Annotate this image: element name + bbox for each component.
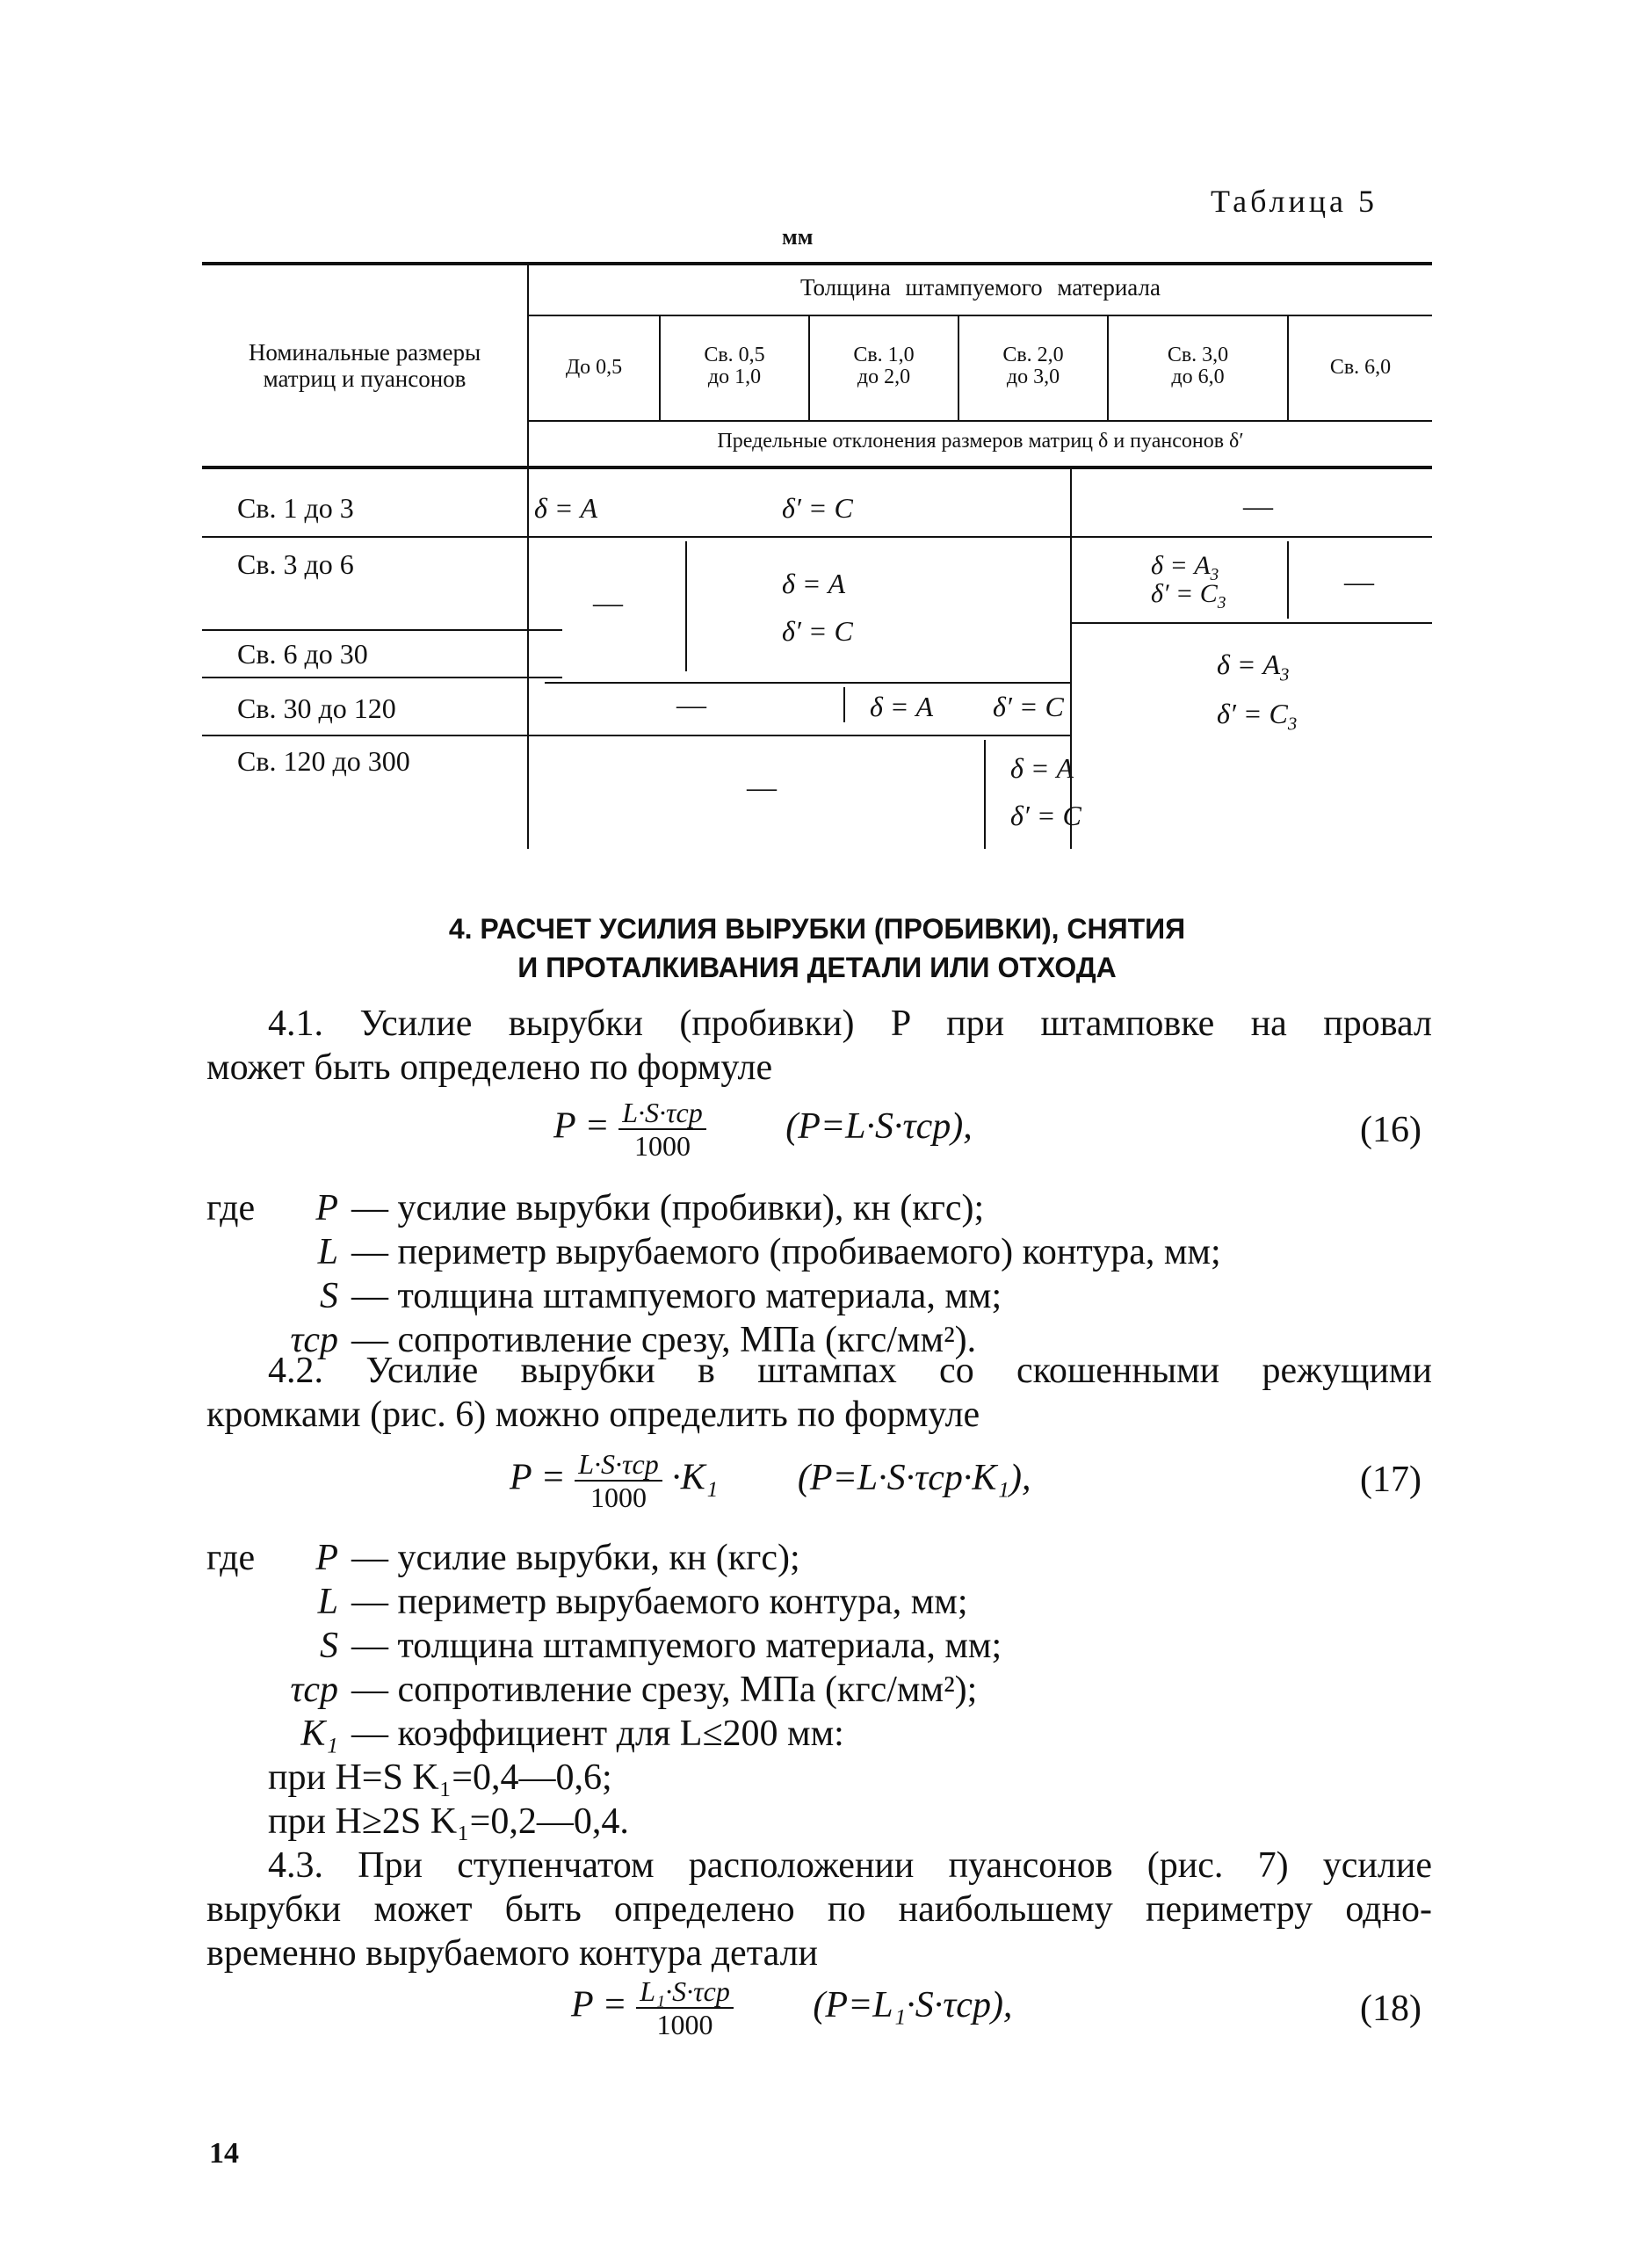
where16-sym-1: L: [317, 1232, 338, 1272]
p41-line2: может быть определено по формуле: [206, 1047, 773, 1088]
p43-line1: 4.3. При ступенчатом расположении пуансонов (рис. 7) усилие: [268, 1845, 1432, 1886]
body-vertical-right: [1070, 469, 1072, 849]
col-3-0-to-6-0: [1109, 344, 1287, 388]
r2-delta-a: δ = A: [782, 568, 846, 599]
formula-18-number: (18): [1360, 1989, 1421, 2029]
r4-delta-prime-c: δ′ = C: [993, 691, 1064, 722]
where16-desc-0: — усилие вырубки (пробивки), кн (кгс);: [351, 1188, 985, 1228]
r1-dash: —: [1243, 490, 1273, 523]
row-label-120-300: Св. 120 до 300: [237, 745, 410, 777]
f16-denominator: 1000: [633, 1130, 691, 1162]
formula-18: [571, 1975, 1012, 2040]
f16-alt: (P=L·S·τср),: [785, 1105, 973, 1147]
body-vertical-row4: [843, 687, 845, 722]
where17-desc-3: — сопротивление срезу, МПа (кгс/мм²);: [351, 1670, 978, 1710]
row-rule-3-left: [202, 677, 562, 678]
f17-alt: (P=L·S·τср·K₁),: [797, 1457, 1031, 1498]
header-bottom-rule: [202, 466, 1432, 469]
stub-vertical-rule: [527, 262, 529, 849]
where16-row-2: [206, 1274, 1436, 1318]
col-over-6-0: [1289, 357, 1432, 379]
where-list-16: [206, 1186, 1436, 1362]
formula-16-number: (16): [1360, 1110, 1421, 1150]
where17-case-0: [206, 1756, 1436, 1800]
where17-sym-1: L: [317, 1582, 338, 1622]
f18-alt: (P=L₁·S·τср),: [813, 1984, 1013, 2025]
r2-a3-sub: 3: [1210, 565, 1219, 584]
r3-delta-prime-c3-text: δ′ = C: [1217, 698, 1288, 729]
rule-under-thickness: [529, 315, 1432, 316]
r3-delta-prime-c3: [1217, 696, 1297, 742]
row-rule-1: [202, 536, 1432, 538]
header-nominal-sizes: [202, 339, 527, 392]
p43-line2: вырубки может быть определено по наибольшему периметру одно-: [206, 1889, 1432, 1930]
col-5-line1: Св. 3,0: [1167, 344, 1229, 366]
r3-delta-a3-text: δ = A: [1217, 649, 1281, 680]
r2-delta-prime-c3: [1151, 580, 1226, 618]
where-list-17: [206, 1536, 1436, 1844]
paragraph-4-2: [206, 1349, 1432, 1437]
r4-dash: —: [676, 689, 706, 721]
where17-lead: где: [206, 1538, 256, 1578]
where17-sym-3: τср: [290, 1670, 338, 1710]
col-3-line2: до 2,0: [857, 366, 911, 388]
col-1-0-to-2-0: [810, 344, 958, 388]
col-1-line1: До 0,5: [565, 356, 623, 379]
where17-row-3: [206, 1668, 1436, 1712]
f18-fraction: [636, 1975, 734, 2040]
r2-delta-prime-c3-text: δ′ = C: [1151, 579, 1218, 608]
header-nominal-line1: Номинальные размеры: [248, 339, 481, 366]
f18-lhs: P =: [571, 1984, 627, 2025]
where17-desc-1: — периметр вырубаемого контура, мм;: [351, 1582, 968, 1622]
where17-desc-2: — толщина штампуемого материала, мм;: [351, 1626, 1002, 1666]
where17-sym-0: P: [315, 1538, 338, 1578]
where17-row-4: [206, 1712, 1436, 1756]
f17-multiplier: ·K₁: [671, 1457, 719, 1498]
where16-sym-0: P: [315, 1188, 338, 1228]
body-vertical-row2: [685, 541, 687, 671]
row-rule-4: [202, 735, 1072, 736]
col-3-line1: Св. 1,0: [853, 344, 915, 366]
section-heading-line2: И ПРОТАЛКИВАНИЯ ДЕТАЛИ ИЛИ ОТХОДА: [517, 952, 1117, 983]
f17-lhs: P =: [510, 1457, 566, 1498]
p42-line2: кромками (рис. 6) можно определить по формуле: [206, 1395, 980, 1435]
row-label-30-120: Св. 30 до 120: [237, 692, 396, 724]
r2-dash-left: —: [593, 587, 623, 620]
r3-a3-sub: 3: [1280, 664, 1290, 685]
col-0-5-to-1-0: [661, 344, 808, 388]
where17-sym-2: S: [320, 1626, 338, 1666]
row-rule-2-right: [1072, 622, 1432, 624]
col-4-line2: до 3,0: [1006, 366, 1060, 388]
f17-fraction: [575, 1448, 662, 1513]
where16-desc-2: — толщина штампуемого материала, мм;: [351, 1276, 1002, 1316]
col-2-line2: до 1,0: [707, 366, 762, 388]
r5-delta-prime-c: δ′ = C: [1010, 800, 1081, 831]
p43-line3: временно вырубаемого контура детали: [206, 1933, 819, 1974]
where17-sym-4: K₁: [300, 1714, 338, 1754]
section-heading: [202, 909, 1432, 987]
where16-row-0: [206, 1186, 1436, 1230]
table-unit: мм: [782, 224, 814, 250]
header-nominal-line2: матриц и пуансонов: [263, 366, 467, 392]
f16-lhs: P =: [553, 1105, 610, 1147]
where16-lead: где: [206, 1188, 256, 1228]
col-4-line1: Св. 2,0: [1002, 344, 1064, 366]
paragraph-4-1: [206, 1002, 1432, 1090]
where17-row-1: [206, 1580, 1436, 1624]
table-top-rule: [202, 262, 1432, 265]
row-rule-2-left: [202, 629, 562, 631]
where16-desc-1: — периметр вырубаемого (пробиваемого) контура, мм;: [351, 1232, 1221, 1272]
r2-c3-sub: 3: [1217, 593, 1226, 612]
f16-fraction: [618, 1097, 705, 1162]
body-vertical-row5: [984, 740, 986, 849]
body-vertical-row2-right: [1287, 541, 1289, 619]
row-label-6-30: Св. 6 до 30: [237, 638, 368, 670]
where17-row-2: [206, 1624, 1436, 1668]
where16-desc-3: — сопротивление срезу, МПа (кгс/мм²).: [351, 1320, 977, 1360]
p42-line1: 4.2. Усилие вырубки в штампах со скошенными режущими: [268, 1351, 1432, 1391]
r2-dash-right: —: [1344, 566, 1374, 598]
col-up-to-0-5: [529, 357, 659, 379]
where16-row-1: [206, 1230, 1436, 1274]
p41-line1: 4.1. Усилие вырубки (пробивки) P при штамповке на провал: [268, 1004, 1432, 1044]
f16-numerator: L·S·τср: [618, 1097, 705, 1130]
r3-c3-sub: 3: [1287, 714, 1298, 735]
col-6-line1: Св. 6,0: [1329, 356, 1392, 379]
r2-delta-a3-text: δ = A: [1151, 551, 1211, 580]
row-rule-3-mid: [545, 682, 1072, 684]
paragraph-4-3: [206, 1844, 1432, 1975]
f17-denominator: 1000: [590, 1482, 647, 1513]
r3-delta-a3: [1217, 647, 1289, 692]
row-label-3-6: Св. 3 до 6: [237, 548, 354, 580]
tolerance-table: [202, 262, 1432, 851]
col-2-0-to-3-0: [959, 344, 1107, 388]
row-label-1-3: Св. 1 до 3: [237, 492, 354, 524]
header-thickness: Толщина штампуемого материала: [800, 274, 1161, 301]
f18-denominator: 1000: [656, 2009, 713, 2040]
formula-16: [553, 1097, 973, 1162]
header-deviations: Предельные отклонения размеров матриц δ и пуансонов δ′: [717, 430, 1244, 453]
col-5-line2: до 6,0: [1171, 366, 1225, 388]
r1-delta-prime-c: δ′ = C: [782, 492, 853, 524]
f17-numerator: L·S·τср: [575, 1448, 662, 1482]
where17-row-0: [206, 1536, 1436, 1580]
rule-under-thickness-cols: [529, 420, 1432, 422]
where16-sym-2: S: [320, 1276, 338, 1316]
page-number: 14: [209, 2137, 239, 2170]
formula-17: [510, 1448, 1031, 1513]
f18-numerator: L₁·S·τср: [636, 1975, 734, 2009]
where17-desc-4: — коэффициент для L≤200 мм:: [351, 1714, 844, 1754]
where17-case-1-text: при H≥2S K₁=0,2—0,4.: [268, 1801, 629, 1842]
r4-delta-a: δ = A: [870, 691, 934, 722]
col-2-line1: Св. 0,5: [704, 344, 765, 366]
r5-dash: —: [747, 772, 777, 804]
r5-delta-a: δ = A: [1010, 752, 1074, 784]
table-title: Таблица 5: [1211, 184, 1378, 219]
where17-case-1: [206, 1800, 1436, 1844]
where17-case-0-text: при H=S K₁=0,4—0,6;: [268, 1757, 612, 1798]
where17-desc-0: — усилие вырубки, кн (кгс);: [351, 1538, 800, 1578]
section-heading-line1: 4. РАСЧЕТ УСИЛИЯ ВЫРУБКИ (ПРОБИВКИ), СНЯТИЯ: [448, 913, 1186, 945]
formula-17-number: (17): [1360, 1460, 1421, 1500]
r1-delta-a: δ = A: [534, 492, 598, 524]
r2-delta-prime-c: δ′ = C: [782, 615, 853, 647]
where16-sym-3: τср: [290, 1320, 338, 1360]
